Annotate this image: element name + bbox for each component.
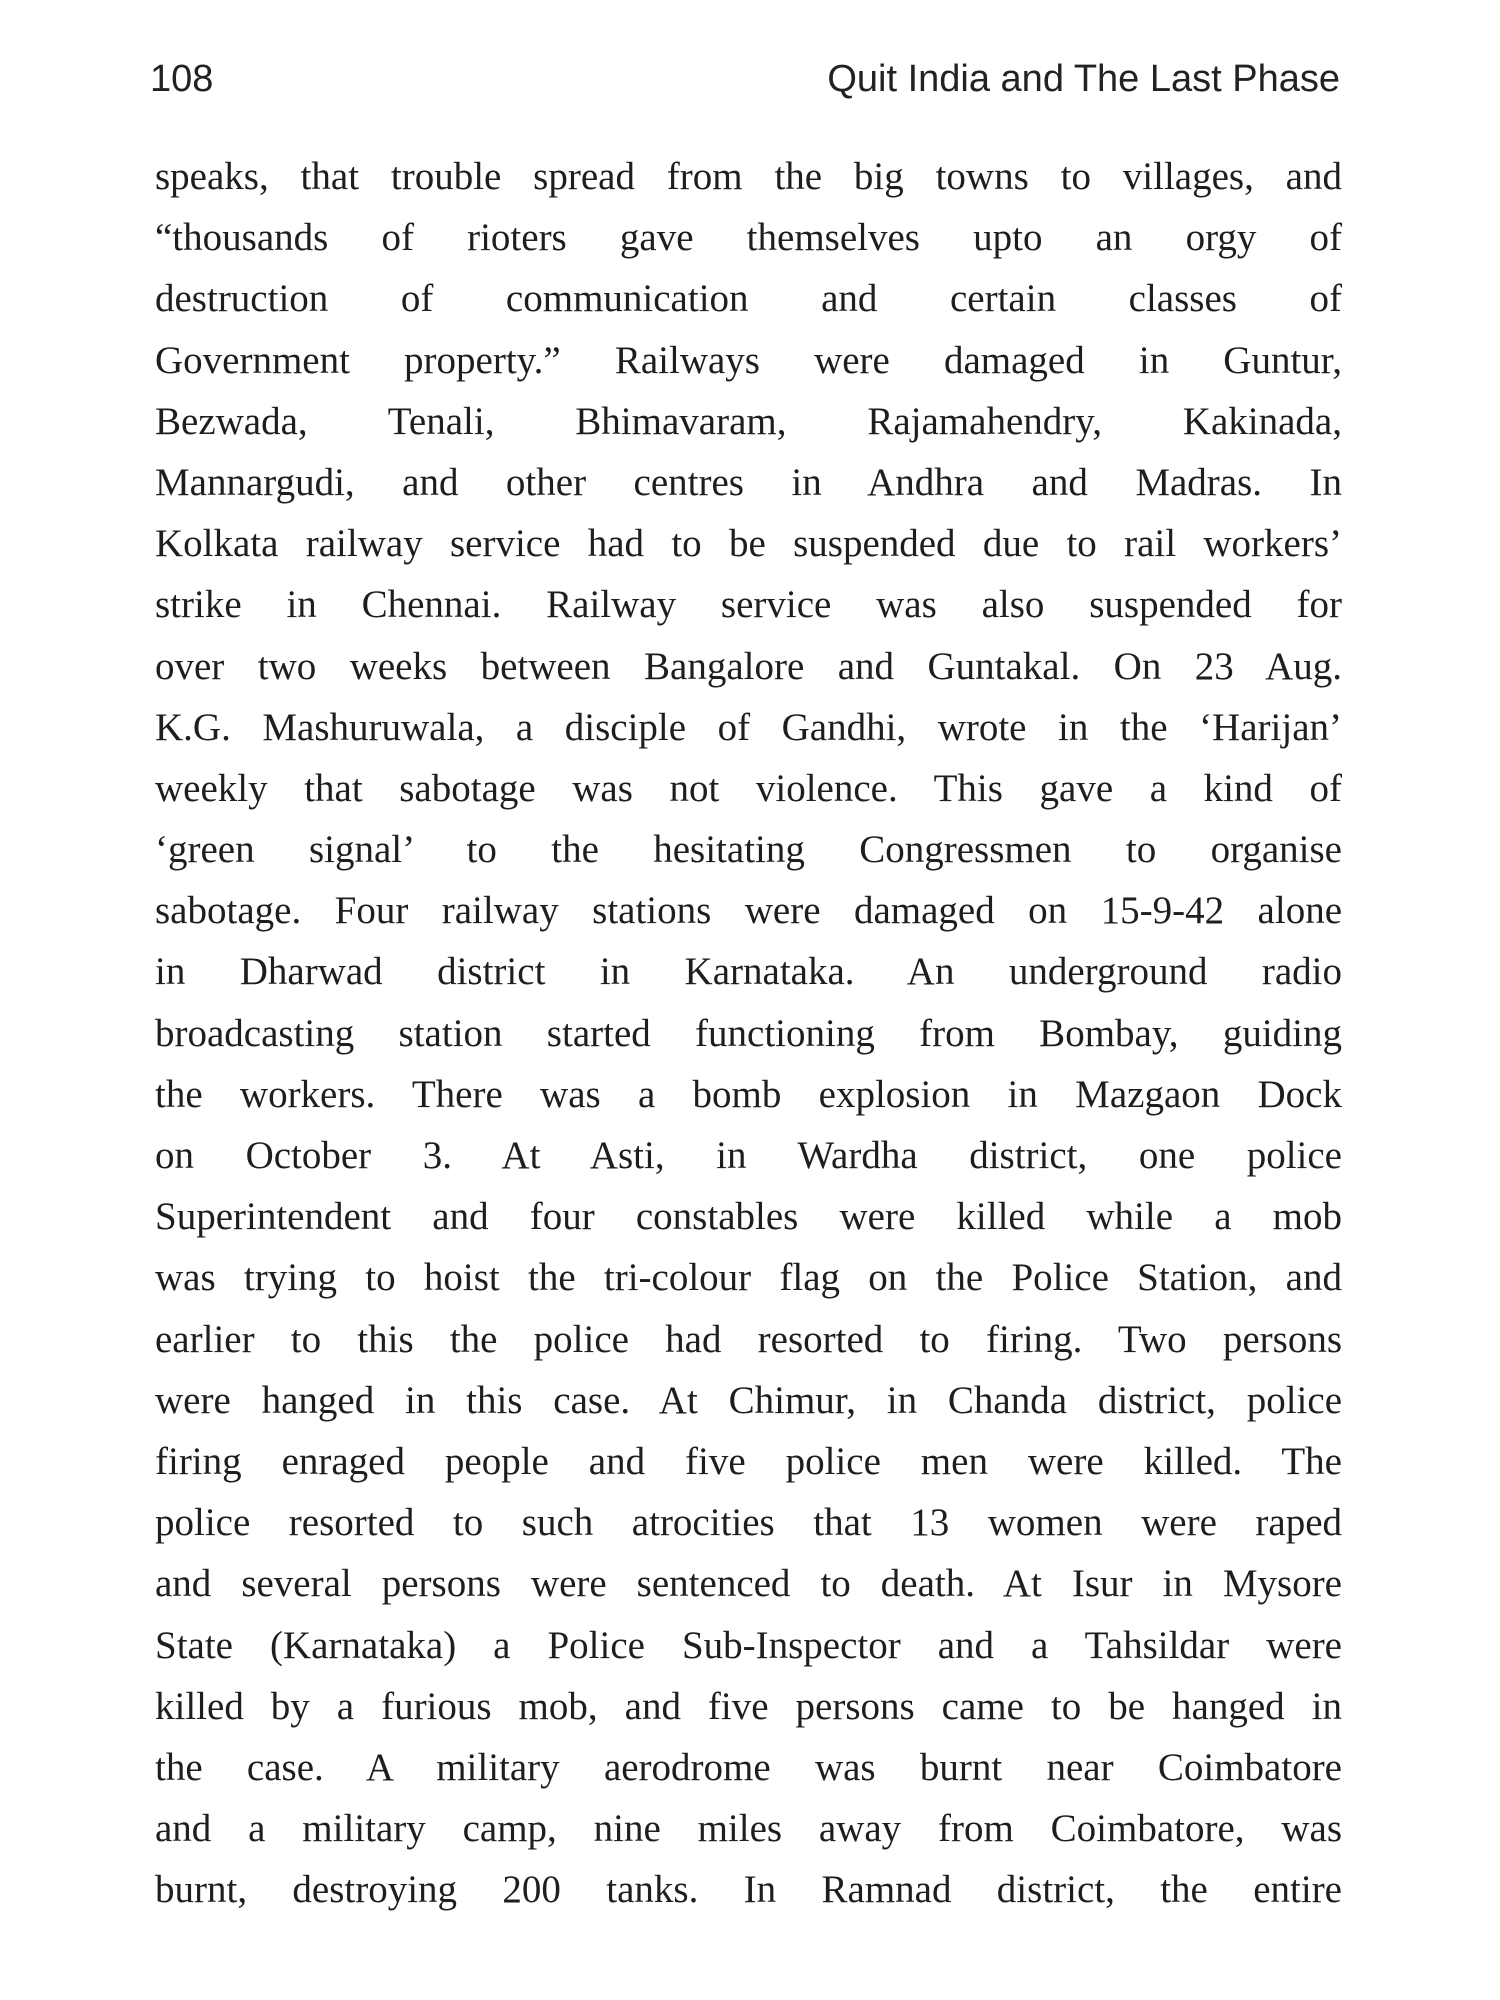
text-line: Bezwada, Tenali, Bhimavaram, Rajamahendry, Kakinada,	[155, 399, 1342, 443]
text-line: Superintendent and four constables were killed while a mob	[155, 1195, 1342, 1239]
text-line: sabotage. Four railway stations were damaged on 15-9-42 alone	[155, 889, 1342, 933]
text-line: strike in Chennai. Railway service was also suspended for	[155, 583, 1342, 627]
text-line: earlier to this the police had resorted to firing. Two persons	[155, 1317, 1342, 1361]
text-line: the workers. There was a bomb explosion in Mazgaon Dock	[155, 1072, 1342, 1116]
text-line: “thousands of rioters gave themselves upto an orgy of	[155, 216, 1342, 260]
text-line: speaks, that trouble spread from the big towns to villages, and	[155, 155, 1342, 198]
text-line: on October 3. At Asti, in Wardha district, one police	[155, 1134, 1342, 1177]
text-line: the case. A military aerodrome was burnt near Coimbatore	[155, 1745, 1342, 1789]
text-line: and a military camp, nine miles away from Coimbatore, was	[155, 1807, 1342, 1851]
text-line: in Dharwad district in Karnataka. An underground radio	[155, 950, 1342, 994]
text-line: were hanged in this case. At Chimur, in Chanda district, police	[155, 1378, 1342, 1422]
running-title: Quit India and The Last Phase	[827, 58, 1340, 100]
text-line: State (Karnataka) a Police Sub-Inspector and a Tahsildar were	[155, 1623, 1342, 1667]
body-text	[155, 146, 1342, 1920]
text-line: ‘green signal’ to the hesitating Congressmen to organise	[155, 828, 1342, 872]
text-line: destruction of communication and certain classes of	[155, 277, 1342, 321]
text-line: killed by a furious mob, and five persons came to be hanged in	[155, 1684, 1342, 1728]
text-line: Mannargudi, and other centres in Andhra and Madras. In	[155, 460, 1342, 504]
text-line: was trying to hoist the tri-colour flag on the Police Station, and	[155, 1256, 1342, 1300]
text-line: Government property.” Railways were damaged in Guntur,	[155, 338, 1342, 382]
text-line: and several persons were sentenced to death. At Isur in Mysore	[155, 1562, 1342, 1606]
text-line: police resorted to such atrocities that 13 women were raped	[155, 1501, 1342, 1545]
text-line: over two weeks between Bangalore and Guntakal. On 23 Aug.	[155, 644, 1342, 688]
text-line: firing enraged people and five police men were killed. The	[155, 1439, 1342, 1483]
text-line: weekly that sabotage was not violence. This gave a kind of	[155, 766, 1342, 810]
page-number: 108	[150, 58, 214, 100]
text-line: broadcasting station started functioning from Bombay, guiding	[155, 1011, 1342, 1055]
text-line: Kolkata railway service had to be suspended due to rail workers’	[155, 522, 1342, 566]
text-line: burnt, destroying 200 tanks. In Ramnad district, the entire	[155, 1868, 1342, 1912]
text-line: K.G. Mashuruwala, a disciple of Gandhi, wrote in the ‘Harijan’	[155, 705, 1342, 749]
page-header	[150, 58, 1340, 118]
